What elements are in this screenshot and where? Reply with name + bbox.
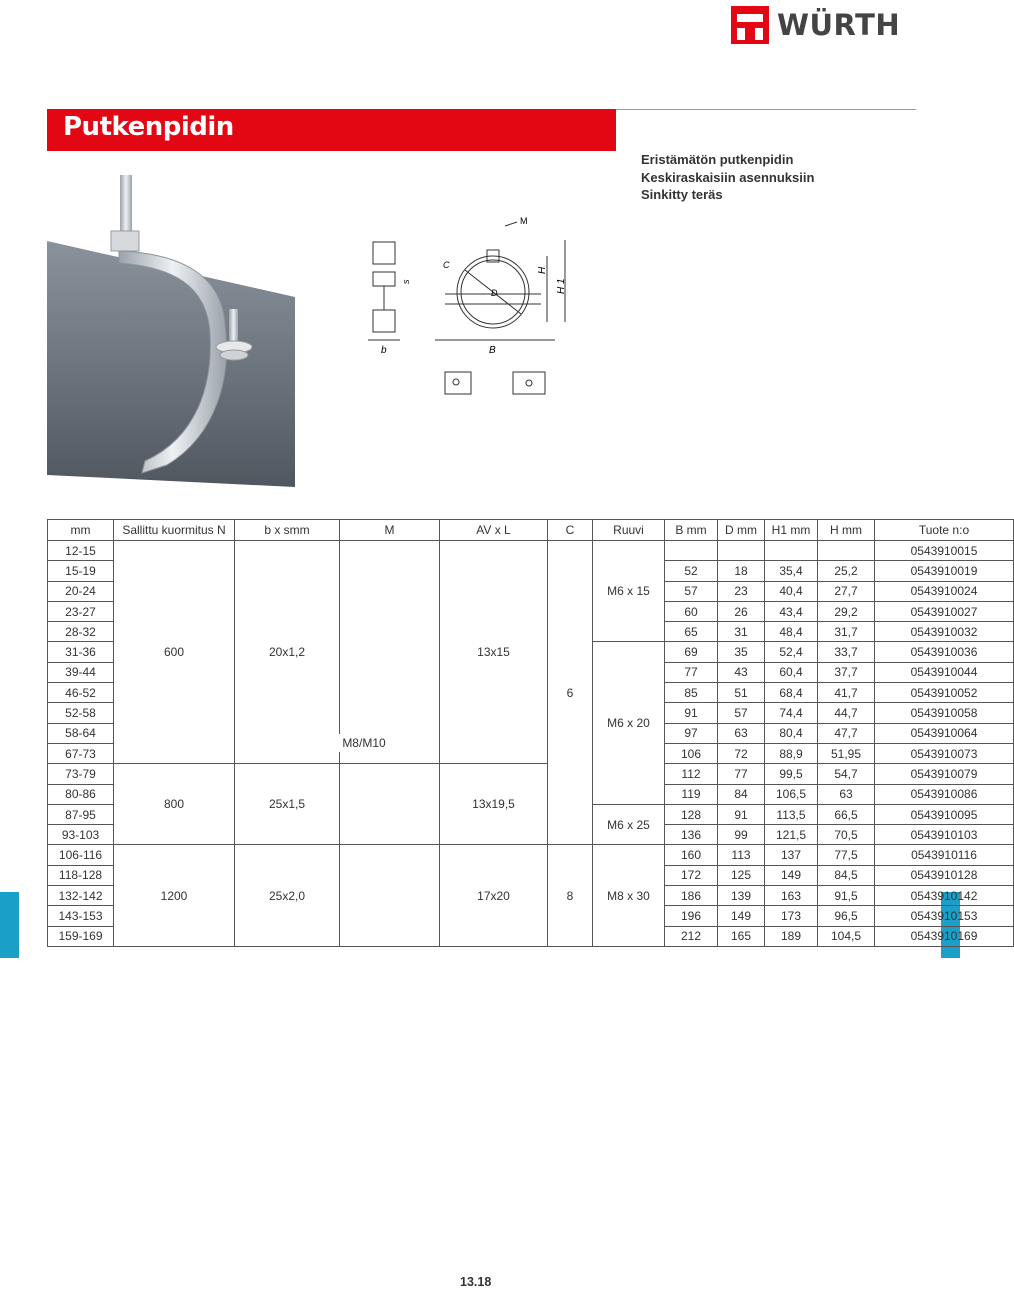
cell-code: 0543910153	[875, 906, 1014, 926]
col-header: b x smm	[235, 520, 340, 541]
cell-code: 0543910169	[875, 926, 1014, 946]
header-rule	[616, 109, 916, 110]
cell-h1: 173	[765, 906, 818, 926]
table-row	[48, 541, 1014, 561]
cell-b: 136	[665, 825, 718, 845]
cell-b: 60	[665, 601, 718, 621]
cell-h: 44,7	[818, 703, 875, 723]
cell-d: 72	[718, 743, 765, 763]
cell-h: 96,5	[818, 906, 875, 926]
label-m: M	[520, 216, 528, 226]
cell-d: 23	[718, 581, 765, 601]
cell-h: 33,7	[818, 642, 875, 662]
cell-d: 113	[718, 845, 765, 865]
cell-c: 6	[548, 541, 593, 845]
wurth-logo-icon	[731, 6, 769, 44]
cell-code: 0543910128	[875, 865, 1014, 885]
table-row	[48, 845, 1014, 865]
cell-h1: 74,4	[765, 703, 818, 723]
cell-screw: M6 x 20	[593, 642, 665, 804]
cell-mm: 46-52	[48, 683, 114, 703]
cell-code: 0543910064	[875, 723, 1014, 743]
cell-h: 29,2	[818, 601, 875, 621]
label-h1: H 1	[556, 278, 567, 294]
label-h: H	[537, 266, 548, 274]
cell-d: 43	[718, 662, 765, 682]
cell-c: 8	[548, 845, 593, 946]
cell-mm: 15-19	[48, 561, 114, 581]
cell-b: 196	[665, 906, 718, 926]
cell-h1: 60,4	[765, 662, 818, 682]
cell-mm: 73-79	[48, 764, 114, 784]
cell-mm: 87-95	[48, 804, 114, 824]
cell-code: 0543910027	[875, 601, 1014, 621]
cell-b: 212	[665, 926, 718, 946]
cell-h: 37,7	[818, 662, 875, 682]
col-header: M	[340, 520, 440, 541]
cell-h1: 99,5	[765, 764, 818, 784]
label-s: s	[401, 279, 411, 284]
cell-screw: M6 x 25	[593, 804, 665, 845]
technical-drawing	[365, 212, 580, 404]
cell-h: 41,7	[818, 683, 875, 703]
cell-h: 31,7	[818, 622, 875, 642]
cell-mm: 118-128	[48, 865, 114, 885]
cell-code: 0543910086	[875, 784, 1014, 804]
cell-mm: 28-32	[48, 622, 114, 642]
cell-bxs: 25x1,5	[235, 764, 340, 845]
cell-b: 172	[665, 865, 718, 885]
cell-d: 84	[718, 784, 765, 804]
cell-b: 160	[665, 845, 718, 865]
cell-h: 77,5	[818, 845, 875, 865]
cell-load: 1200	[114, 845, 235, 946]
side-tab-left	[0, 892, 19, 958]
cell-h: 84,5	[818, 865, 875, 885]
cell-load: 600	[114, 541, 235, 764]
cell-d: 125	[718, 865, 765, 885]
cell-d: 18	[718, 561, 765, 581]
cell-mm: 93-103	[48, 825, 114, 845]
cell-code: 0543910015	[875, 541, 1014, 561]
page-title: Putkenpidin	[63, 112, 234, 142]
cell-d: 31	[718, 622, 765, 642]
cell-d: 99	[718, 825, 765, 845]
cell-d: 63	[718, 723, 765, 743]
product-subtitle	[641, 151, 814, 204]
cell-d: 77	[718, 764, 765, 784]
cell-mm: 132-142	[48, 886, 114, 906]
cell-b: 186	[665, 886, 718, 906]
cell-b: 97	[665, 723, 718, 743]
cell-h1: 163	[765, 886, 818, 906]
cell-m: M8/M10	[314, 734, 414, 752]
cell-h1: 137	[765, 845, 818, 865]
spec-table	[47, 519, 1014, 947]
label-b-lower: b	[381, 345, 387, 356]
cell-h: 27,7	[818, 581, 875, 601]
cell-b: 69	[665, 642, 718, 662]
cell-h1: 43,4	[765, 601, 818, 621]
cell-b: 65	[665, 622, 718, 642]
label-b-upper: B	[489, 345, 496, 356]
col-header: AV x L	[440, 520, 548, 541]
cell-mm: 31-36	[48, 642, 114, 662]
cell-h1: 80,4	[765, 723, 818, 743]
cell-b: 128	[665, 804, 718, 824]
cell-h1: 189	[765, 926, 818, 946]
cell-mm: 23-27	[48, 601, 114, 621]
col-header: B mm	[665, 520, 718, 541]
cell-d: 35	[718, 642, 765, 662]
cell-screw: M8 x 30	[593, 845, 665, 946]
cell-avl: 13x19,5	[440, 764, 548, 845]
cell-b: 112	[665, 764, 718, 784]
cell-h: 70,5	[818, 825, 875, 845]
cell-h1: 113,5	[765, 804, 818, 824]
cell-code: 0543910024	[875, 581, 1014, 601]
cell-h: 104,5	[818, 926, 875, 946]
cell-load: 800	[114, 764, 235, 845]
cell-mm: 20-24	[48, 581, 114, 601]
cell-h: 51,95	[818, 743, 875, 763]
cell-mm: 106-116	[48, 845, 114, 865]
cell-b: 52	[665, 561, 718, 581]
wurth-logo	[731, 4, 916, 46]
col-header: Ruuvi	[593, 520, 665, 541]
cell-h1	[765, 541, 818, 561]
cell-bxs: 20x1,2	[235, 541, 340, 764]
cell-d: 91	[718, 804, 765, 824]
cell-code: 0543910103	[875, 825, 1014, 845]
col-header: mm	[48, 520, 114, 541]
cell-mm: 52-58	[48, 703, 114, 723]
cell-d: 57	[718, 703, 765, 723]
cell-m-empty	[340, 845, 440, 946]
col-header: D mm	[718, 520, 765, 541]
cell-code: 0543910036	[875, 642, 1014, 662]
col-header: H1 mm	[765, 520, 818, 541]
cell-d: 51	[718, 683, 765, 703]
cell-m-empty	[340, 764, 440, 845]
cell-mm: 159-169	[48, 926, 114, 946]
cell-bxs: 25x2,0	[235, 845, 340, 946]
cell-b	[665, 541, 718, 561]
col-header: H mm	[818, 520, 875, 541]
cell-code: 0543910142	[875, 886, 1014, 906]
cell-code: 0543910073	[875, 743, 1014, 763]
col-header: Sallittu kuormitus N	[114, 520, 235, 541]
cell-b: 57	[665, 581, 718, 601]
cell-h: 25,2	[818, 561, 875, 581]
label-c: C	[443, 260, 450, 270]
cell-d: 165	[718, 926, 765, 946]
cell-code: 0543910044	[875, 662, 1014, 682]
cell-b: 106	[665, 743, 718, 763]
table-header-row	[48, 520, 1014, 541]
cell-d: 139	[718, 886, 765, 906]
cell-mm: 67-73	[48, 743, 114, 763]
cell-mm: 39-44	[48, 662, 114, 682]
cell-h: 63	[818, 784, 875, 804]
cell-h: 66,5	[818, 804, 875, 824]
col-header: Tuote n:o	[875, 520, 1014, 541]
cell-h1: 35,4	[765, 561, 818, 581]
cell-b: 77	[665, 662, 718, 682]
brand-name: WÜRTH	[777, 8, 901, 42]
cell-mm: 80-86	[48, 784, 114, 804]
cell-h1: 52,4	[765, 642, 818, 662]
subtitle-line: Sinkitty teräs	[641, 187, 723, 202]
cell-d: 26	[718, 601, 765, 621]
cell-avl: 17x20	[440, 845, 548, 946]
pipe-clamp-photo	[47, 175, 295, 487]
cell-avl: 13x15	[440, 541, 548, 764]
cell-h1: 48,4	[765, 622, 818, 642]
cell-code: 0543910052	[875, 683, 1014, 703]
cell-code: 0543910116	[875, 845, 1014, 865]
subtitle-line: Eristämätön putkenpidin	[641, 152, 794, 167]
cell-h1: 106,5	[765, 784, 818, 804]
cell-h	[818, 541, 875, 561]
cell-h: 47,7	[818, 723, 875, 743]
cell-code: 0543910095	[875, 804, 1014, 824]
cell-h: 91,5	[818, 886, 875, 906]
cell-code: 0543910058	[875, 703, 1014, 723]
cell-h1: 149	[765, 865, 818, 885]
cell-screw: M6 x 15	[593, 541, 665, 642]
cell-mm: 143-153	[48, 906, 114, 926]
cell-b: 119	[665, 784, 718, 804]
cell-code: 0543910032	[875, 622, 1014, 642]
cell-d: 149	[718, 906, 765, 926]
label-d: D	[491, 288, 498, 298]
cell-b: 91	[665, 703, 718, 723]
cell-code: 0543910019	[875, 561, 1014, 581]
cell-h1: 68,4	[765, 683, 818, 703]
cell-h1: 40,4	[765, 581, 818, 601]
cell-b: 85	[665, 683, 718, 703]
cell-h: 54,7	[818, 764, 875, 784]
cell-h1: 88,9	[765, 743, 818, 763]
cell-m-empty	[340, 541, 440, 764]
cell-code: 0543910079	[875, 764, 1014, 784]
cell-d	[718, 541, 765, 561]
cell-h1: 121,5	[765, 825, 818, 845]
cell-mm: 12-15	[48, 541, 114, 561]
cell-mm: 58-64	[48, 723, 114, 743]
page-number: 13.18	[460, 1275, 492, 1289]
subtitle-line: Keskiraskaisiin asennuksiin	[641, 169, 815, 185]
col-header: C	[548, 520, 593, 541]
table-row	[48, 764, 1014, 784]
